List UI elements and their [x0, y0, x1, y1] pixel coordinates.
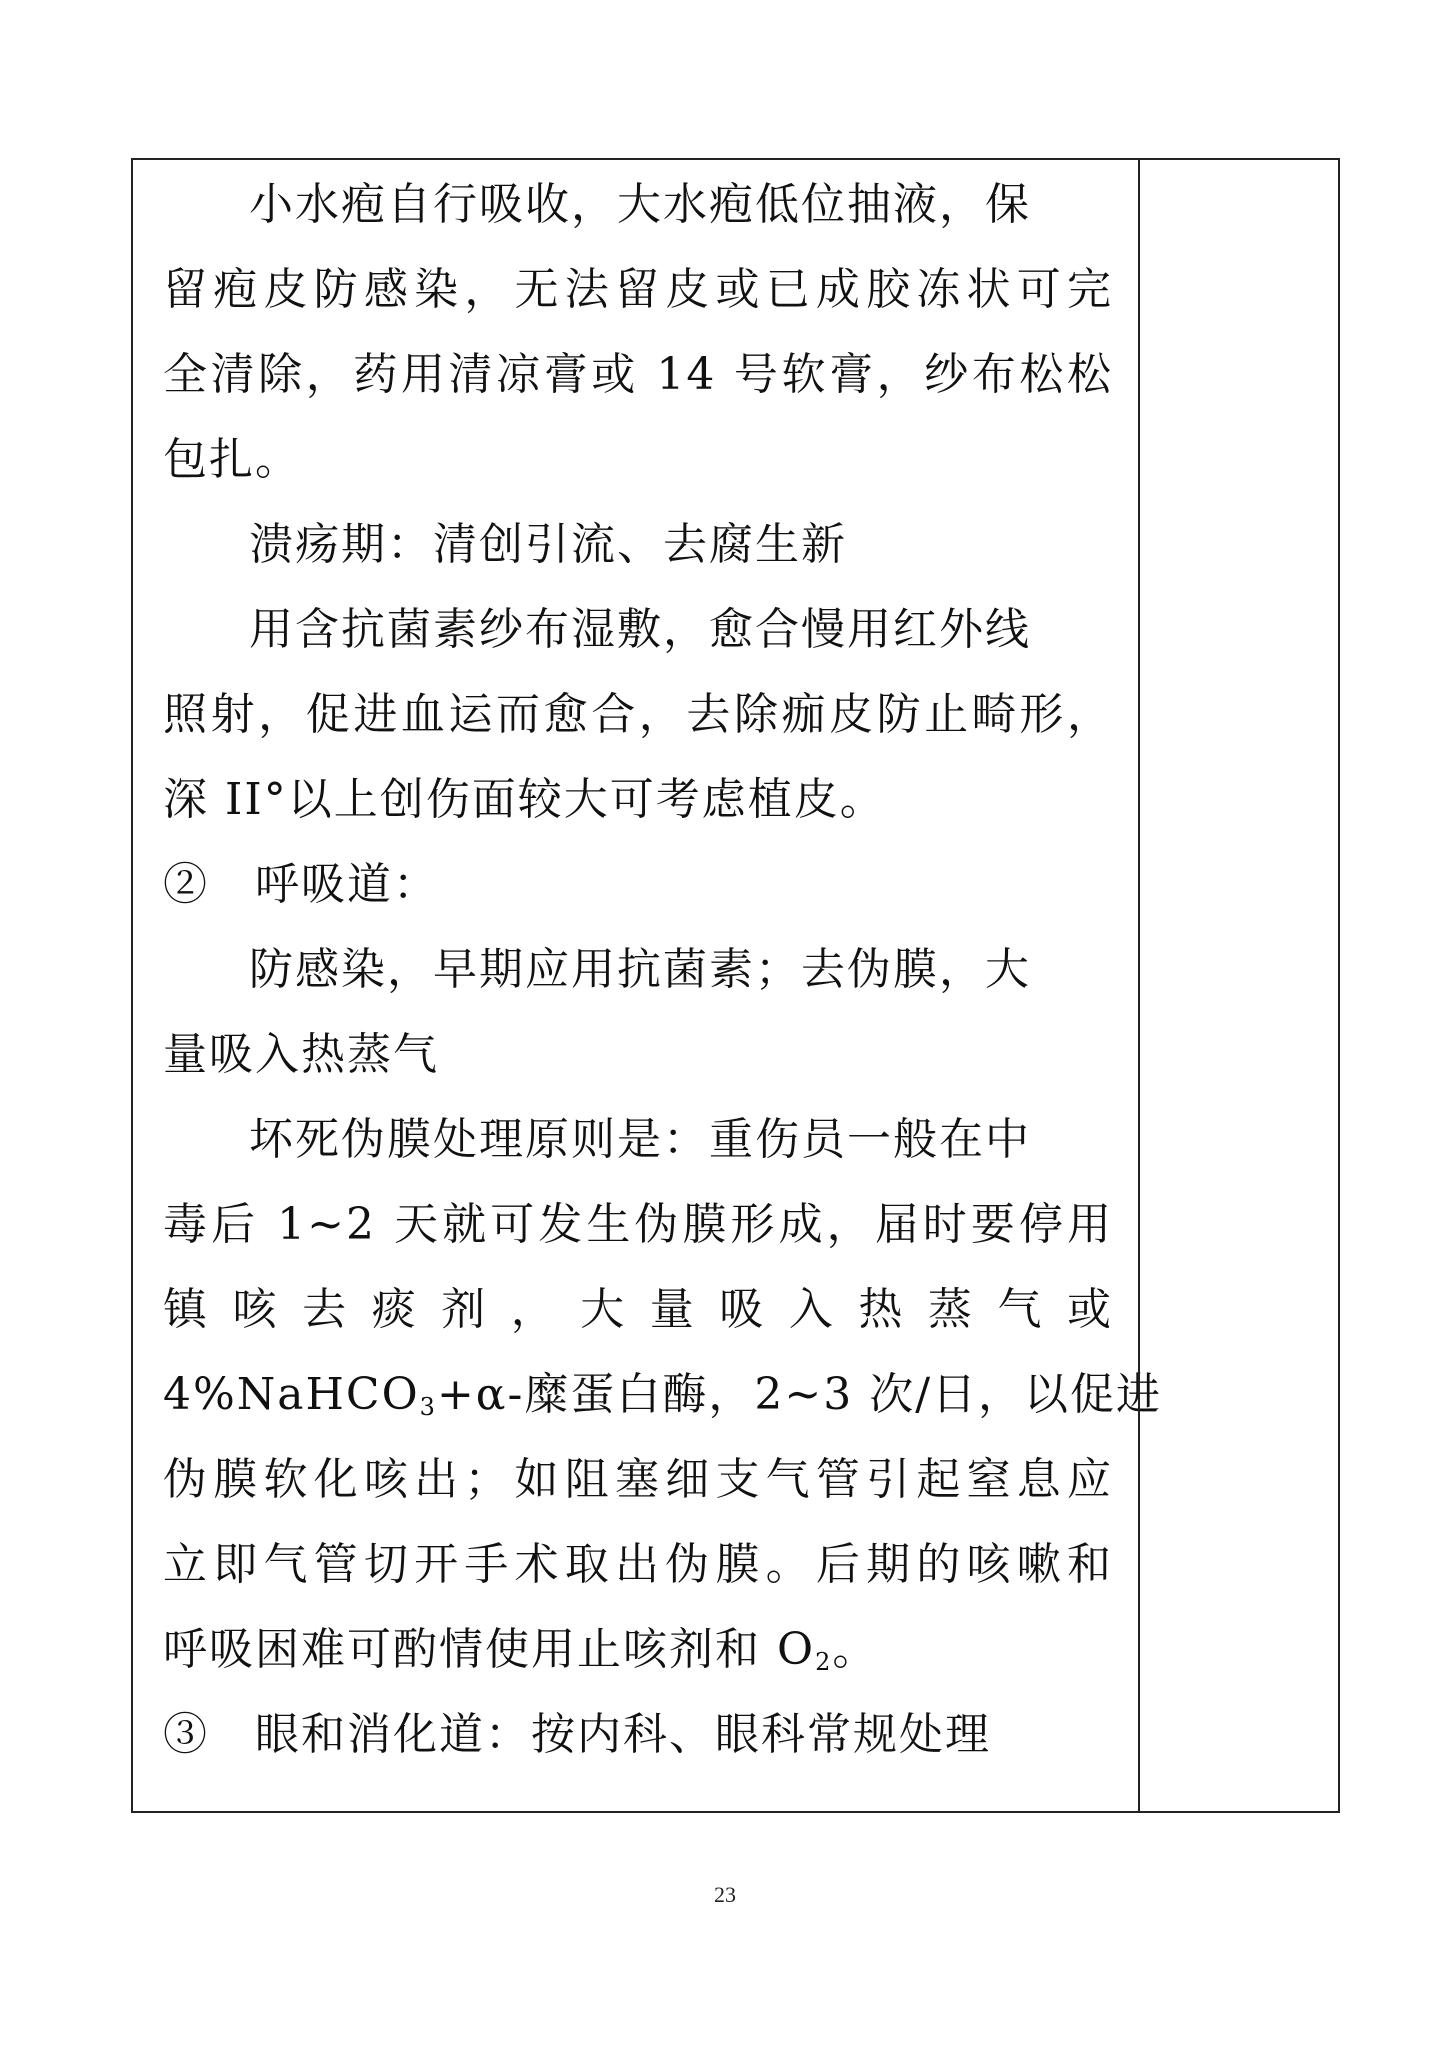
formula-rest: +α-糜蛋白酶，2~3 次/日，以促进 — [436, 1369, 1163, 1420]
paragraph-line-8: 防感染，早期应用抗菌素；去伪膜，大 — [249, 944, 1031, 995]
text-cell — [163, 160, 1163, 1811]
paragraph-line-4: 包扎。 — [163, 434, 301, 485]
paragraph-line-16 — [163, 1623, 878, 1677]
paragraph-line-6: 照射，促进血运而愈合，去除痂皮防止畸形， — [163, 689, 1113, 740]
paragraph-line-1: 小水疱自行吸收，大水疱低位抽液，保 — [249, 179, 1031, 230]
paragraph-line-14: 伪膜软化咳出；如阻塞细支气管引起窒息应 — [163, 1454, 1113, 1505]
paragraph-line-12: 镇咳去痰剂，大量吸入热蒸气或 — [163, 1284, 1113, 1335]
paragraph-line-7: 深 II°以上创伤面较大可考虑植皮。 — [163, 774, 886, 825]
page-number: 23 — [714, 1882, 736, 1907]
paragraph-line-11: 毒后 1~2 天就可发生伪膜形成，届时要停用 — [163, 1199, 1113, 1250]
formula-subscript: 3 — [419, 1393, 437, 1421]
respiratory-heading: ② 呼吸道： — [163, 859, 439, 910]
oxygen-text: 呼吸困难可酌情使用止咳剂和 O — [163, 1624, 816, 1675]
ulcer-stage-heading: 溃疡期：清创引流、去腐生新 — [249, 519, 847, 570]
eye-digestive-heading: ③ 眼和消化道：按内科、眼科常规处理 — [163, 1709, 991, 1760]
paragraph-line-5: 用含抗菌素纱布湿敷，愈合慢用红外线 — [249, 604, 1031, 655]
paragraph-line-15: 立即气管切开手术取出伪膜。后期的咳嗽和 — [163, 1539, 1113, 1590]
paragraph-line-13 — [163, 1368, 1162, 1422]
period-text: 。 — [832, 1624, 879, 1675]
paragraph-line-3: 全清除，药用清凉膏或 14 号软膏，纱布松松 — [163, 349, 1113, 400]
paragraph-line-9: 量吸入热蒸气 — [163, 1029, 439, 1080]
paragraph-line-10: 坏死伪膜处理原则是：重伤员一般在中 — [249, 1114, 1031, 1165]
formula-text: 4%NaHCO — [163, 1369, 420, 1420]
paragraph-line-2: 留疱皮防感染，无法留皮或已成胶冻状可完 — [163, 264, 1113, 315]
oxygen-subscript: 2 — [815, 1648, 833, 1676]
column-divider — [1138, 160, 1140, 1811]
content-table — [131, 158, 1340, 1813]
